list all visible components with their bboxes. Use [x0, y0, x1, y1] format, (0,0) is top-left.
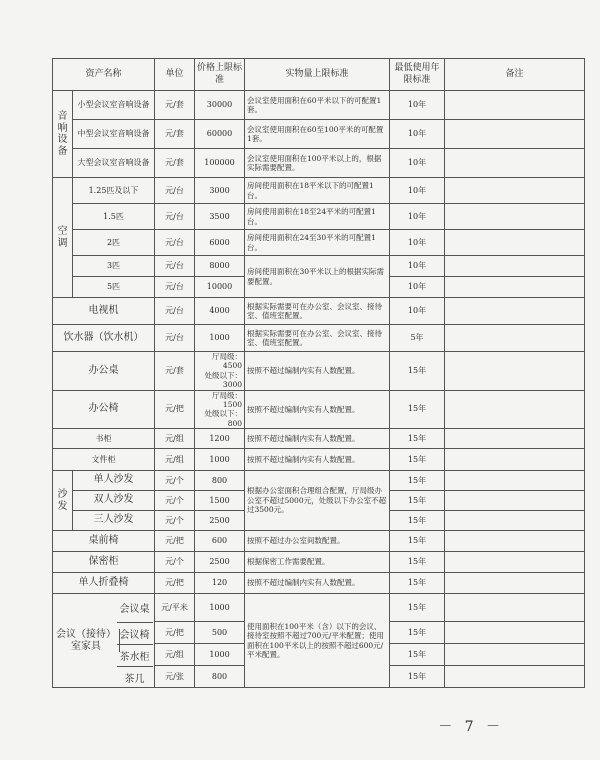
table-row [53, 298, 585, 325]
asset-remarks [445, 552, 585, 573]
asset-name: 饮水器（饮水机） [53, 325, 155, 352]
asset-years: 10年 [390, 256, 445, 277]
header-remarks: 备注 [445, 59, 585, 91]
asset-years: 10年 [390, 120, 445, 149]
asset-standard: 会议室使用面积在60至100平米的可配置1套。 [245, 120, 390, 149]
asset-unit: 元/台 [155, 204, 195, 230]
asset-name: 2匹 [73, 230, 155, 256]
asset-unit: 元/组 [155, 449, 195, 471]
asset-standard: 房间使用面积在30平米以上的根据实际需要配置。 [245, 256, 390, 298]
asset-price: 1000 [195, 644, 245, 666]
asset-unit: 元/台 [155, 230, 195, 256]
asset-name: 单人折叠椅 [53, 573, 155, 594]
asset-standard: 按照不超过编制内实有人数配置。 [245, 352, 390, 391]
asset-standard: 根据实际需要可在办公室、会议室、接待室、值班室配置。 [245, 325, 390, 352]
price-senior: 厅局级：1500 [212, 390, 243, 409]
asset-name: 会议桌 [119, 604, 150, 615]
asset-name: 办公桌 [53, 352, 155, 391]
asset-remarks [445, 594, 585, 622]
asset-remarks [445, 531, 585, 552]
asset-price: 1500 [195, 491, 245, 511]
asset-unit: 元/台 [155, 256, 195, 277]
asset-years: 15年 [390, 352, 445, 391]
asset-remarks [445, 449, 585, 471]
asset-price: 2500 [195, 552, 245, 573]
asset-name: 5匹 [73, 277, 155, 298]
group-sofa: 沙发 [53, 471, 73, 531]
table-row [53, 552, 585, 573]
table-row [53, 352, 585, 391]
asset-remarks [445, 230, 585, 256]
header-price: 价格上限标准 [195, 59, 245, 91]
asset-years: 15年 [390, 511, 445, 531]
asset-unit: 元/组 [155, 429, 195, 449]
table-row [53, 120, 585, 149]
asset-name: 小型会议室音响设备 [73, 91, 155, 120]
asset-unit: 元/套 [155, 352, 195, 391]
asset-unit: 元/个 [155, 552, 195, 573]
asset-name: 1.25匹及以下 [73, 178, 155, 204]
asset-price: 1000 [195, 449, 245, 471]
asset-remarks [445, 204, 585, 230]
price-senior: 厅局级：4500 [212, 352, 243, 371]
group-audio: 音响设备 [53, 91, 73, 178]
asset-name: 3匹 [73, 256, 155, 277]
asset-name: 三人沙发 [73, 511, 155, 531]
asset-years: 15年 [390, 594, 445, 622]
asset-years: 15年 [390, 573, 445, 594]
asset-standard: 房间使用面积在24至30平米的可配置1台。 [245, 230, 390, 256]
asset-price: 1200 [195, 429, 245, 449]
asset-price: 2500 [195, 511, 245, 531]
asset-remarks [445, 120, 585, 149]
asset-price: 30000 [195, 91, 245, 120]
asset-years: 10年 [390, 298, 445, 325]
price-junior: 处级以下：3000 [204, 370, 243, 390]
asset-price [195, 352, 245, 391]
asset-years: 15年 [390, 531, 445, 552]
header-standard: 实物量上限标准 [245, 59, 390, 91]
asset-unit: 元/台 [155, 277, 195, 298]
asset-standard: 房间使用面积在18平米以下的可配置1台。 [245, 178, 390, 204]
table-row [53, 429, 585, 449]
asset-remarks [445, 256, 585, 277]
table-row [53, 390, 585, 429]
asset-price: 3500 [195, 204, 245, 230]
asset-price: 800 [195, 666, 245, 688]
table-row [53, 149, 585, 178]
asset-standard: 按照不超过编制内实有人数配置。 [245, 390, 390, 429]
asset-unit: 元/个 [155, 491, 195, 511]
asset-unit: 元/台 [155, 325, 195, 352]
asset-standard: 会议室使用面积在100平米以上的，根据实际需要配置。 [245, 149, 390, 178]
asset-standard: 按照不超过编制内实有人数配置。 [245, 429, 390, 449]
asset-unit: 元/套 [155, 91, 195, 120]
asset-remarks [445, 429, 585, 449]
asset-unit: 元/把 [155, 622, 195, 644]
asset-price: 3000 [195, 178, 245, 204]
asset-name: 茶几 [117, 666, 153, 688]
asset-unit: 元/套 [155, 149, 195, 178]
asset-remarks [445, 471, 585, 491]
asset-years: 15年 [390, 471, 445, 491]
asset-price: 500 [195, 622, 245, 644]
asset-unit: 元/把 [155, 531, 195, 552]
asset-years: 15年 [390, 390, 445, 429]
asset-unit: 元/个 [155, 511, 195, 531]
asset-price: 100000 [195, 149, 245, 178]
asset-years: 15年 [390, 644, 445, 666]
asset-remarks [445, 491, 585, 511]
asset-name: 办公椅 [53, 390, 155, 429]
asset-remarks [445, 178, 585, 204]
asset-remarks [445, 644, 585, 666]
asset-price: 600 [195, 531, 245, 552]
asset-unit: 元/把 [155, 390, 195, 429]
table-row [53, 91, 585, 120]
table-row [53, 573, 585, 594]
asset-years: 10年 [390, 204, 445, 230]
asset-price: 6000 [195, 230, 245, 256]
table-row [53, 531, 585, 552]
asset-price: 4000 [195, 298, 245, 325]
asset-name: 电视机 [53, 298, 155, 325]
group-meeting-label: 会议（接待）室家具 [53, 629, 120, 652]
asset-name: 双人沙发 [73, 491, 155, 511]
table-row [53, 204, 585, 230]
table-row [53, 325, 585, 352]
price-junior: 处级以下：800 [204, 409, 243, 428]
page-number: － 7 － [438, 719, 504, 735]
asset-years: 10年 [390, 178, 445, 204]
asset-remarks [445, 325, 585, 352]
header-years: 最低使用年限标准 [390, 59, 445, 91]
asset-years: 15年 [390, 491, 445, 511]
asset-years: 10年 [390, 277, 445, 298]
asset-standard: 按照不超过办公室间数配置。 [245, 531, 390, 552]
asset-standard: 根据实际需要可在办公室、会议室、接待室、值班室配置。 [245, 298, 390, 325]
asset-unit: 元/把 [155, 573, 195, 594]
asset-years: 15年 [390, 429, 445, 449]
asset-years: 10年 [390, 91, 445, 120]
asset-years: 15年 [390, 666, 445, 688]
asset-standard: 按照不超过编制内实有人数配置。 [245, 449, 390, 471]
asset-standard: 根据办公室面积合理组合配置，厅局级办公室不超过5000元，处级以下办公室不超过3500元。 [245, 471, 390, 531]
asset-price: 8000 [195, 256, 245, 277]
header-row [53, 59, 585, 91]
asset-years: 5年 [390, 325, 445, 352]
table-row [53, 230, 585, 256]
asset-name: 文件柜 [53, 449, 155, 471]
asset-name: 书柜 [53, 429, 155, 449]
asset-remarks [445, 352, 585, 391]
asset-remarks [445, 573, 585, 594]
asset-remarks [445, 390, 585, 429]
table-row [53, 471, 585, 491]
asset-years: 10年 [390, 149, 445, 178]
asset-standard: 根据保密工作需要配置。 [245, 552, 390, 573]
asset-price: 800 [195, 471, 245, 491]
asset-price: 1000 [195, 325, 245, 352]
table-row [53, 178, 585, 204]
asset-remarks [445, 149, 585, 178]
asset-name: 茶水柜 [117, 644, 153, 666]
asset-price: 1000 [195, 594, 245, 622]
asset-standard: 使用面积在100平米（含）以下的会议、接待室按照不超过700元/平米配置；使用面积在100平米以上的按照不超过600元/平米配置。 [245, 594, 390, 688]
asset-price: 120 [195, 573, 245, 594]
asset-unit: 元/套 [155, 120, 195, 149]
asset-price [195, 390, 245, 429]
asset-years: 15年 [390, 449, 445, 471]
table-row [53, 449, 585, 471]
asset-unit: 元/个 [155, 471, 195, 491]
asset-name: 桌前椅 [53, 531, 155, 552]
header-unit: 单位 [155, 59, 195, 91]
asset-remarks [445, 666, 585, 688]
asset-name: 单人沙发 [73, 471, 155, 491]
asset-years: 15年 [390, 552, 445, 573]
asset-standard: 会议室使用面积在60平米以下的可配置1套。 [245, 91, 390, 120]
asset-remarks [445, 622, 585, 644]
asset-unit: 元/台 [155, 298, 195, 325]
asset-unit: 元/张 [155, 666, 195, 688]
group-ac: 空调 [53, 178, 73, 298]
asset-name: 保密柜 [53, 552, 155, 573]
asset-price: 10000 [195, 277, 245, 298]
table-row [53, 256, 585, 277]
asset-standard: 房间使用面积在18至24平米的可配置1台。 [245, 204, 390, 230]
asset-years: 10年 [390, 230, 445, 256]
asset-unit: 元/平米 [155, 594, 195, 622]
asset-remarks [445, 91, 585, 120]
asset-name: 大型会议室音响设备 [73, 149, 155, 178]
asset-remarks [445, 511, 585, 531]
asset-price: 60000 [195, 120, 245, 149]
asset-name: 1.5匹 [73, 204, 155, 230]
asset-standard: 按照不超过编制内实有人数配置。 [245, 573, 390, 594]
header-name: 资产名称 [53, 59, 155, 91]
asset-years: 15年 [390, 622, 445, 644]
asset-remarks [445, 277, 585, 298]
asset-remarks [445, 298, 585, 325]
asset-name: 中型会议室音响设备 [73, 120, 155, 149]
asset-unit: 元/台 [155, 178, 195, 204]
asset-name: 会议椅 [117, 622, 153, 644]
asset-unit: 元/组 [155, 644, 195, 666]
